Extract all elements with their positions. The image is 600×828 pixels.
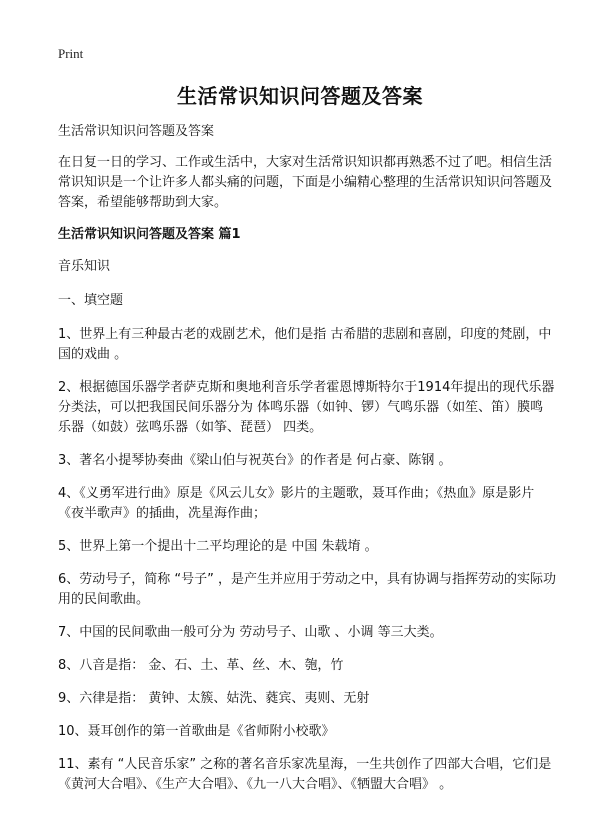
print-link[interactable]: Print — [58, 46, 84, 61]
question-item: 10、聂耳创作的第一首歌曲是《省师附小校歌》 — [58, 724, 335, 739]
question-item: 9、六律是指： 黄钟、太簇、姑洗、蕤宾、夷则、无射 — [58, 691, 370, 706]
question-item: 4、《义勇军进行曲》原是《风云儿女》影片的主题歌，聂耳作曲；《热血》原是影片《夜半歌声》的插曲，冼星海作曲； — [58, 486, 535, 521]
question-item: 2、根据德国乐器学者萨克斯和奥地利音乐学者霍恩博斯特尔于1914年提出的现代乐器分类法，可以把我国民间乐器分为 体鸣乐器（如钟、锣）气鸣乐器（如笙、笛）膜鸣乐器（如鼓）弦鸣乐器（如筝、琵琶） 四类。 — [58, 380, 555, 435]
question-item: 6、劳动号子，简称 “号子” ，是产生并应用于劳动之中，具有协调与指挥劳动的实际功用的民间歌曲。 — [58, 572, 557, 607]
question-item: 7、中国的民间歌曲一般可分为 劳动号子、山歌 、小调 等三大类。 — [58, 625, 443, 640]
document-subtitle: 生活常识知识问答题及答案 — [58, 124, 215, 139]
question-item: 3、著名小提琴协奏曲《梁山伯与祝英台》的作者是 何占豪、陈钢 。 — [58, 453, 452, 468]
category-label: 音乐知识 — [58, 259, 111, 274]
page-title: 生活常识知识问答题及答案 — [177, 84, 423, 108]
question-item: 8、八音是指： 金、石、土、革、丝、木、匏，竹 — [58, 658, 344, 673]
question-item: 1、世界上有三种最古老的戏剧艺术，他们是指 古希腊的悲剧和喜剧，印度的梵剧，中国的戏曲 。 — [58, 327, 552, 362]
section-heading: 生活常识知识问答题及答案 篇1 — [58, 227, 241, 242]
document-content — [58, 122, 556, 808]
part-heading: 一、填空题 — [58, 293, 124, 308]
question-item: 11、素有 “人民音乐家” 之称的著名音乐家冼星海，一生共创作了四部大合唱，它们是《黄河大合唱》、《生产大合唱》、《九一八大合唱》、《牺盟大合唱》 。 — [58, 757, 552, 792]
intro-paragraph: 在日复一日的学习、工作或生活中，大家对生活常识知识都再熟悉不过了吧。相信生活常识知识是一个让许多人都头痛的问题，下面是小编精心整理的生活常识知识问答题及答案，希望能够帮助到大家。 — [58, 155, 553, 210]
question-item: 5、世界上第一个提出十二平均理论的是 中国 朱载堉 。 — [58, 539, 378, 554]
